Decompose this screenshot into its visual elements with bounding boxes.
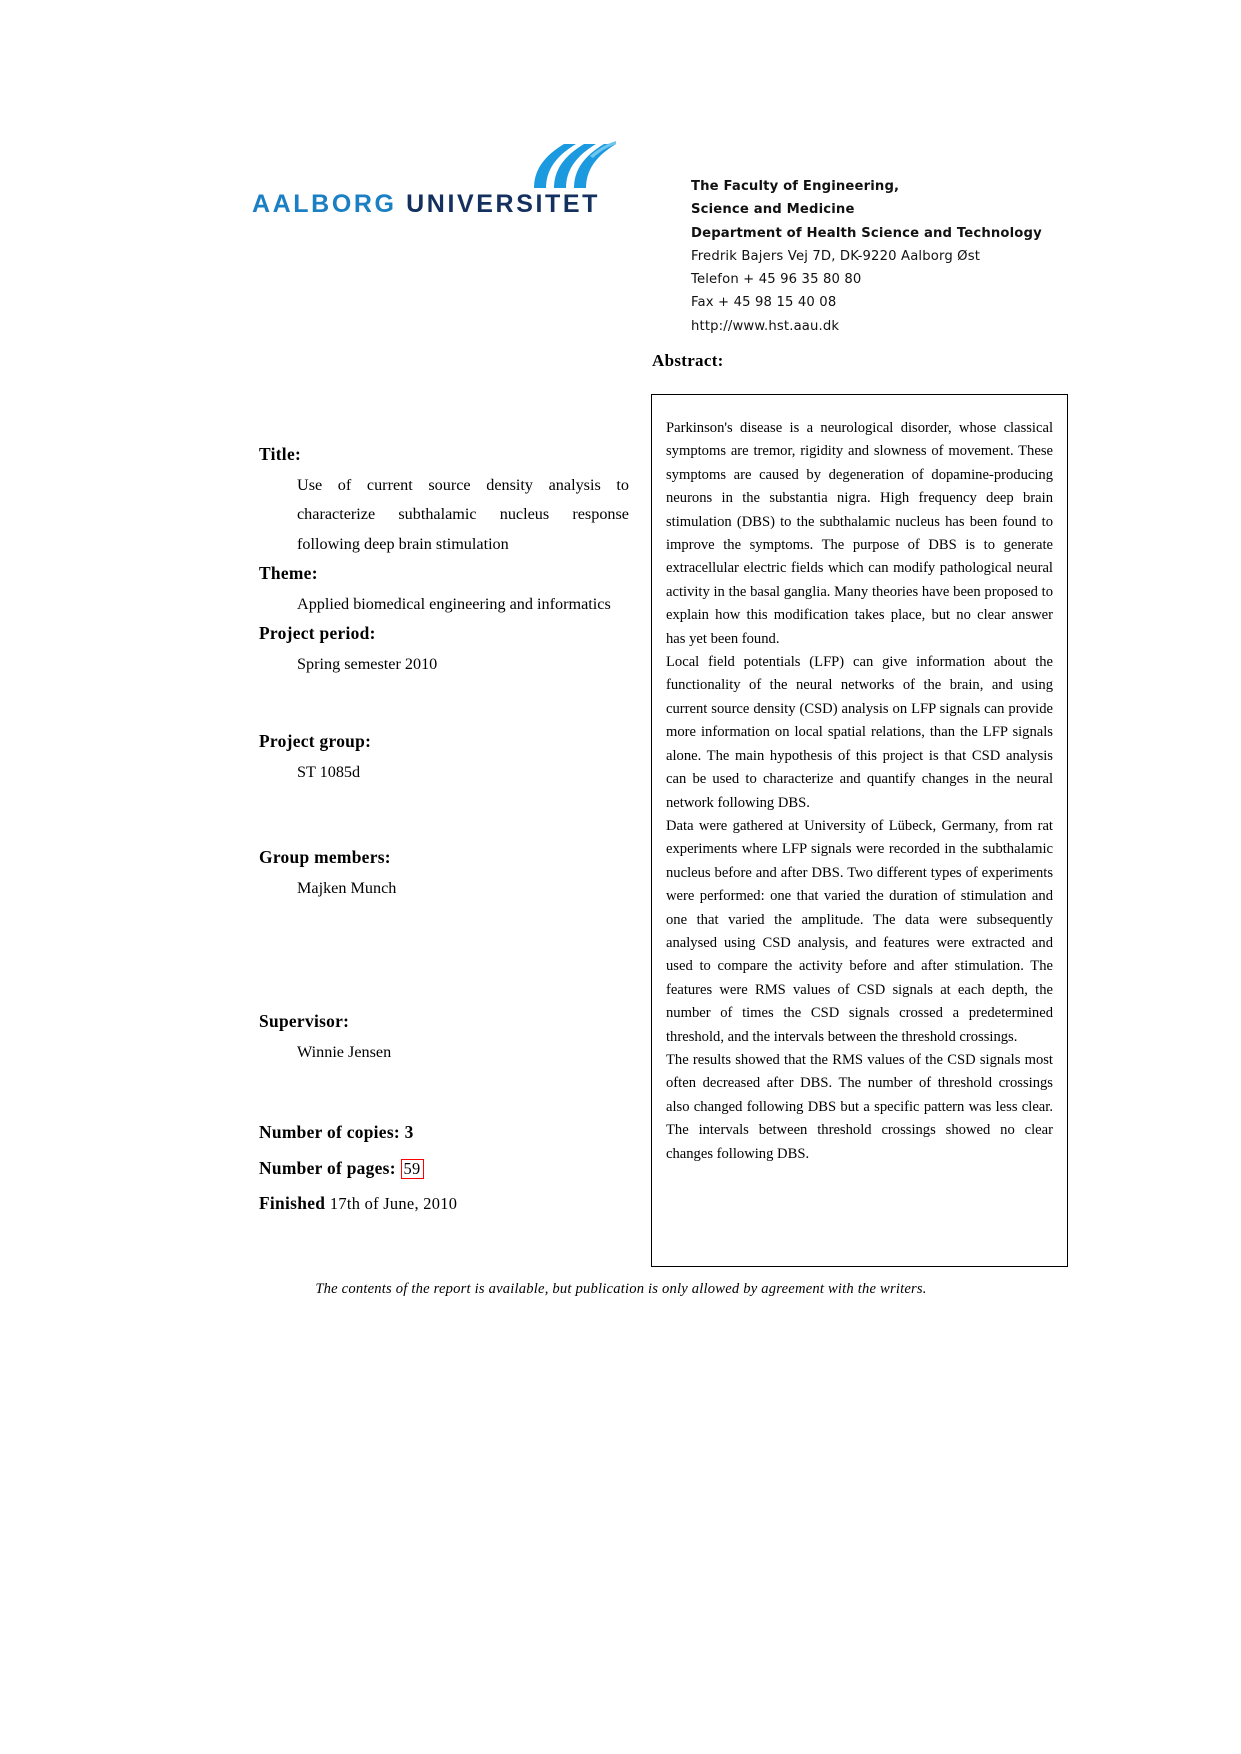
wordmark-universitet: UNIVERSITET xyxy=(406,190,601,218)
page-count-link[interactable]: 59 xyxy=(401,1159,424,1179)
field-group-members-value: Majken Munch xyxy=(297,878,397,897)
field-theme xyxy=(259,559,629,619)
abstract-paragraph-3: Data were gathered at University of Lübeck, Germany, from rat experiments where LFP signals were recorded in the subthalamic nucleus before and after DBS. Two different types of experiments were performed: one that varied the duration of stimulation and one that varied the amplitude. The data were subsequently analysed using CSD analysis, and features were extracted and used to compare the activity before and after stimulation. The features were RMS values of CSD signals at each depth, the number of times the CSD signals crossed a predetermined threshold, and the intervals between the threshold crossings. xyxy=(666,817,1053,1045)
field-project-period xyxy=(259,619,629,679)
contact-website[interactable]: http://www.hst.aau.dk xyxy=(691,318,840,334)
abstract-paragraph-4: The results showed that the RMS values of the CSD signals most often decreased after DBS. The number of threshold crossings also changed following DBS but a specific pattern was less clear. The intervals between threshold crossings showed no clear changes following DBS. xyxy=(666,1051,1053,1162)
spacer-after-members xyxy=(259,903,629,959)
field-title-label: Title: xyxy=(259,444,302,464)
faculty-contact-block xyxy=(691,175,1111,338)
field-theme-label: Theme: xyxy=(259,563,318,583)
contact-faculty-line-2: Science and Medicine xyxy=(691,202,855,218)
field-supervisor-value: Winnie Jensen xyxy=(297,1042,392,1061)
abstract-box xyxy=(651,394,1068,1267)
field-supervisor-label: Supervisor: xyxy=(259,1011,350,1031)
field-group-members xyxy=(259,843,629,903)
spacer-after-period xyxy=(259,679,629,727)
field-finished-value: 17th of June, 2010 xyxy=(329,1194,458,1213)
university-wordmark xyxy=(252,190,600,219)
field-group-members-label: Group members: xyxy=(259,847,391,867)
field-number-of-copies-value: 3 xyxy=(404,1122,414,1142)
aalborg-wave-mark-icon xyxy=(530,140,616,190)
contact-fax: Fax + 45 98 15 40 08 xyxy=(691,295,837,311)
contact-telephone: Telefon + 45 96 35 80 80 xyxy=(691,272,862,288)
field-number-of-copies xyxy=(259,1115,629,1151)
project-info-column xyxy=(259,440,629,1222)
field-project-period-value: Spring semester 2010 xyxy=(297,654,438,673)
abstract-paragraph-2: Local field potentials (LFP) can give information about the functionality of the neural networks of the brain, and using current source density (CSD) analysis on LFP signals can provide more information on local spatial relations, than the LFP signals alone. The main hypothesis of this project is that CSD analysis can be used to characterize and quantify changes in the neural network following DBS. xyxy=(666,654,1053,811)
field-number-of-copies-label: Number of copies: xyxy=(259,1122,400,1142)
contact-faculty-line-1: The Faculty of Engineering, xyxy=(691,179,900,194)
contact-address: Fredrik Bajers Vej 7D, DK-9220 Aalborg Øst xyxy=(691,248,981,264)
field-finished xyxy=(259,1186,629,1222)
spacer-after-group xyxy=(259,787,629,843)
field-number-of-pages-label: Number of pages: xyxy=(259,1157,396,1178)
field-title-value: Use of current source density analysis to characterize subthalamic nucleus response following deep brain stimulation xyxy=(297,475,629,553)
field-project-group-label: Project group: xyxy=(259,731,372,751)
contact-department: Department of Health Science and Technology xyxy=(691,225,1042,241)
spacer-before-counts xyxy=(259,1067,629,1115)
publication-notice: The contents of the report is available, but publication is only allowed by agreement with the writers. xyxy=(315,1281,927,1297)
wordmark-aalborg: AALBORG xyxy=(252,190,397,218)
spacer-after-members-2 xyxy=(259,959,629,1007)
field-supervisor xyxy=(259,1007,629,1067)
field-theme-value: Applied biomedical engineering and informatics xyxy=(297,594,611,613)
field-project-group-value: ST 1085d xyxy=(297,762,361,781)
abstract-paragraph-1: Parkinson's disease is a neurological disorder, whose classical symptoms are tremor, rigidity and slowness of movement. These symptoms are caused by degeneration of dopamine-producing neurons in the substantia nigra. High frequency deep brain stimulation (DBS) to the subthalamic nucleus has been found to improve the symptoms. The purpose of DBS is to generate extracellular electric fields which can modify pathological neural activity in the basal ganglia. Many theories have been proposed to explain how this modification takes place, but no clear answer has yet been found. xyxy=(666,420,1053,647)
field-finished-label: Finished xyxy=(259,1193,326,1213)
field-title xyxy=(259,440,629,559)
abstract-heading: Abstract: xyxy=(652,351,724,370)
field-number-of-pages xyxy=(259,1151,629,1187)
field-project-group xyxy=(259,727,629,787)
field-project-period-label: Project period: xyxy=(259,623,376,643)
